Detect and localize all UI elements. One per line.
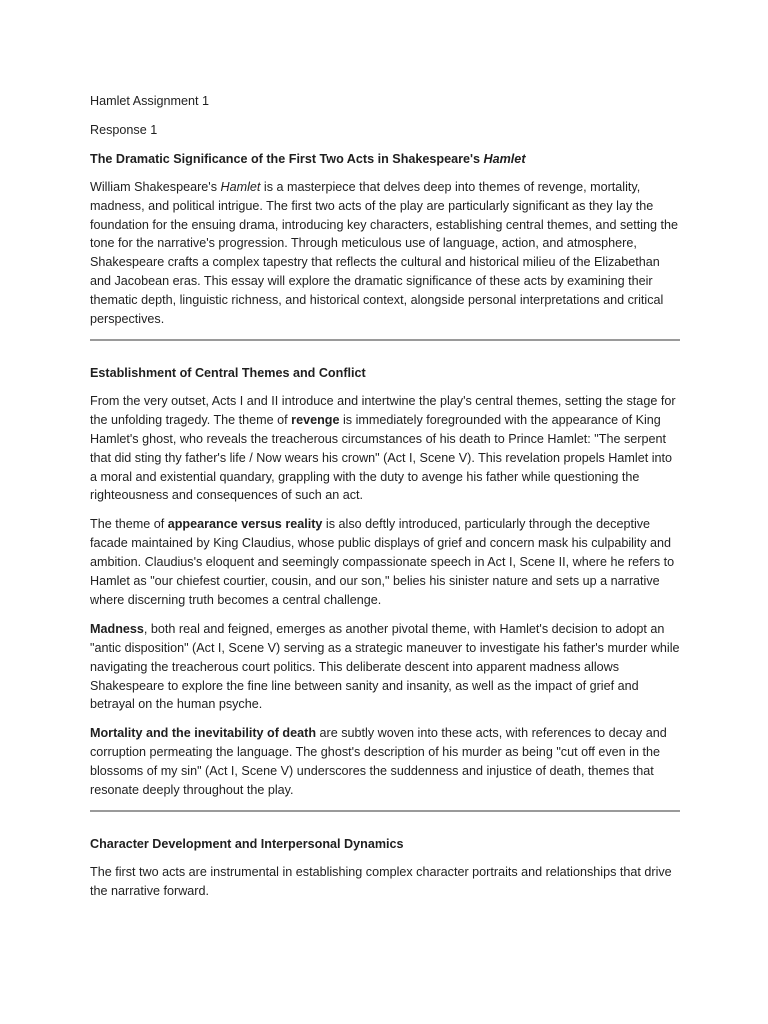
section-heading-themes: Establishment of Central Themes and Conflict — [90, 365, 366, 380]
madness-text: , both real and feigned, emerges as another pivotal theme, with Hamlet's decision to adopt an "antic disposition" (Act I, Scene V) serving as a strategic maneuver to investigate his father's murder while navigating the treacherous court politics. This deliberate descent into apparent madness allows Shakespeare to explore the fine line between sanity and insanity, as well as the impact of grief and betrayal on the human psyche. — [90, 621, 680, 712]
intro-text-start: William Shakespeare's — [90, 179, 221, 194]
mortality-text: are subtly woven into these acts, with references to decay and corruption permeating the language. The ghost's description of his murder as being "cut off even in the blossoms of my sin" (Act I, Scene V) underscores the suddenness and injustice of death, themes that resonate deeply throughout the play. — [90, 726, 667, 798]
themes-paragraph-appearance — [90, 515, 680, 610]
intro-italic-hamlet: Hamlet — [220, 179, 261, 194]
appearance-text-b: is also deftly introduced, particularly through the deceptive facade maintained by King Claudius, whose public displays of grief and concern mask his culpability and ambition. Claudius's eloquent and seemingly compassionate speech in Act I, Scene II, where he refers to Hamlet as "our chiefest courtier, cousin, and our son," belies his sinister nature and sets up a narrative where discerning truth becomes a central challenge. — [90, 517, 675, 607]
revenge-text-a: From the very outset, Acts I and II introduce and intertwine the play's central themes, setting the stage for the unfolding tragedy. The theme of — [90, 393, 676, 427]
revenge-bold: revenge — [291, 412, 340, 427]
themes-paragraph-madness — [90, 620, 680, 715]
characters-paragraph: The first two acts are instrumental in establishing complex character portraits and relationships that drive the narrative forward. — [90, 864, 672, 898]
document-page — [90, 92, 680, 911]
section-heading-characters: Character Development and Interpersonal Dynamics — [90, 837, 404, 851]
revenge-text-b: is immediately foregrounded with the appearance of King Hamlet's ghost, who reveals the treacherous circumstances of his death to Prince Hamlet: "The serpent that did sting thy father's life / Now wears his crown" (Act I, Scene V). This revelation propels Hamlet into a moral and existential quandary, grappling with the duty to avenge his father while questioning the righteousness and consequences of such an act. — [90, 412, 673, 503]
horizontal-rule — [90, 339, 680, 341]
mortality-bold: Mortality and the inevitability of death — [90, 726, 317, 741]
essay-title-prefix: The Dramatic Significance of the First Two Acts in Shakespeare's — [90, 151, 484, 166]
response-label: Response 1 — [90, 122, 158, 137]
themes-paragraph-revenge — [90, 392, 680, 505]
horizontal-rule — [90, 810, 680, 812]
appearance-text-a: The theme of — [90, 517, 168, 532]
essay-title — [90, 150, 680, 169]
madness-bold: Madness — [90, 621, 144, 636]
appearance-bold: appearance versus reality — [167, 517, 323, 532]
assignment-title: Hamlet Assignment 1 — [90, 94, 209, 108]
themes-paragraph-mortality — [90, 724, 680, 800]
intro-paragraph — [90, 178, 680, 329]
intro-text-rest: is a masterpiece that delves deep into themes of revenge, mortality, madness, and political intrigue. The first two acts of the play are particularly significant as they lay the foundation for the ensuing drama, introducing key characters, establishing central themes, and setting the tone for the narrative's progression. Through meticulous use of language, action, and atmosphere, Shakespeare crafts a complex tapestry that reflects the cultural and historical milieu of the Elizabethan and Jacobean eras. This essay will explore the dramatic significance of these acts by examining their thematic depth, linguistic richness, and historical context, alongside personal interpretations and critical perspectives. — [90, 179, 679, 327]
essay-title-italic: Hamlet — [483, 151, 526, 166]
